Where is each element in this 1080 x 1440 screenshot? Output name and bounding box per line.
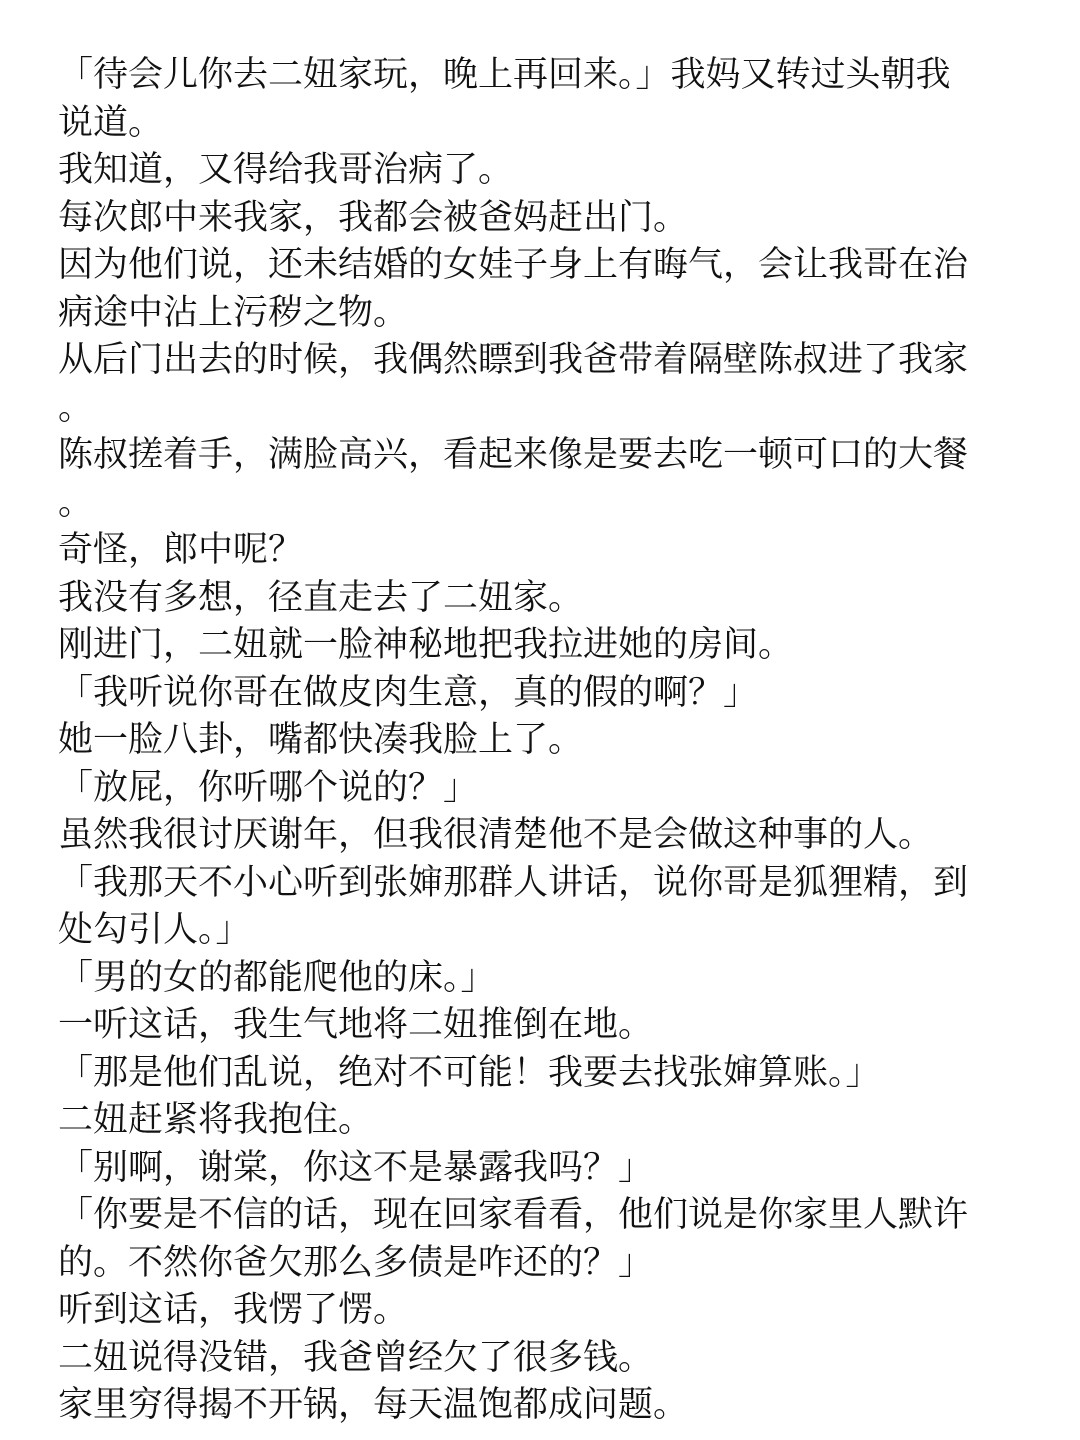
- paragraph: 我知道，又得给我哥治病了。: [58, 150, 514, 190]
- paragraph: 「待会儿你去二妞家玩，晚上再回来。」我妈又转过头朝我 说道。: [58, 55, 951, 143]
- paragraph: 二妞说得没错，我爸曾经欠了很多钱。: [58, 1337, 654, 1378]
- paragraph: 虽然我很讨厌谢年，但我很清楚他不是会做这种事的人。: [58, 815, 934, 855]
- paragraph: 刚进门，二妞就一脸神秘地把我拉进她的房间。: [58, 625, 794, 665]
- paragraph: 奇怪，郎中呢？: [58, 530, 304, 570]
- paragraph: 每次郎中来我家，我都会被爸妈赶出门。: [58, 197, 689, 238]
- paragraph: 因为他们说，还未结婚的女娃子身上有晦气，会让我哥在治 病途中沾上污秽之物。: [58, 245, 969, 333]
- paragraph: 二妞赶紧将我抱住。: [58, 1100, 374, 1140]
- paragraph: 「我听说你哥在做皮肉生意，真的假的啊？」: [58, 672, 759, 713]
- paragraph: 「你要是不信的话，现在回家看看，他们说是你家里人默许 的。不然你爸欠那么多债是咋还的？」: [58, 1195, 969, 1283]
- paragraph: 家里穷得揭不开锅，每天温饱都成问题。: [58, 1385, 689, 1425]
- paragraph: 「放屁，你听哪个说的？」: [58, 767, 479, 808]
- paragraph: 「男的女的都能爬他的床。」: [58, 957, 496, 998]
- paragraph: 「我那天不小心听到张婶那群人讲话，说你哥是狐狸精，到 处勾引人。」: [58, 862, 969, 950]
- story-text: [58, 52, 1036, 1430]
- paragraph: 听到这话，我愣了愣。: [58, 1290, 409, 1330]
- paragraph: 「别啊，谢棠，你这不是暴露我吗？」: [58, 1147, 654, 1188]
- paragraph: 一听这话，我生气地将二妞推倒在地。: [58, 1005, 654, 1045]
- paragraph: 我没有多想，径直走去了二妞家。: [58, 577, 584, 618]
- paragraph: 她一脸八卦，嘴都快凑我脸上了。: [58, 720, 584, 760]
- paragraph: 陈叔搓着手，满脸高兴，看起来像是要去吃一顿可口的大餐 。: [58, 435, 969, 523]
- paragraph: 从后门出去的时候，我偶然瞟到我爸带着隔壁陈叔进了我家 。: [58, 340, 969, 428]
- paragraph: 「那是他们乱说，绝对不可能！我要去找张婶算账。」: [58, 1052, 881, 1093]
